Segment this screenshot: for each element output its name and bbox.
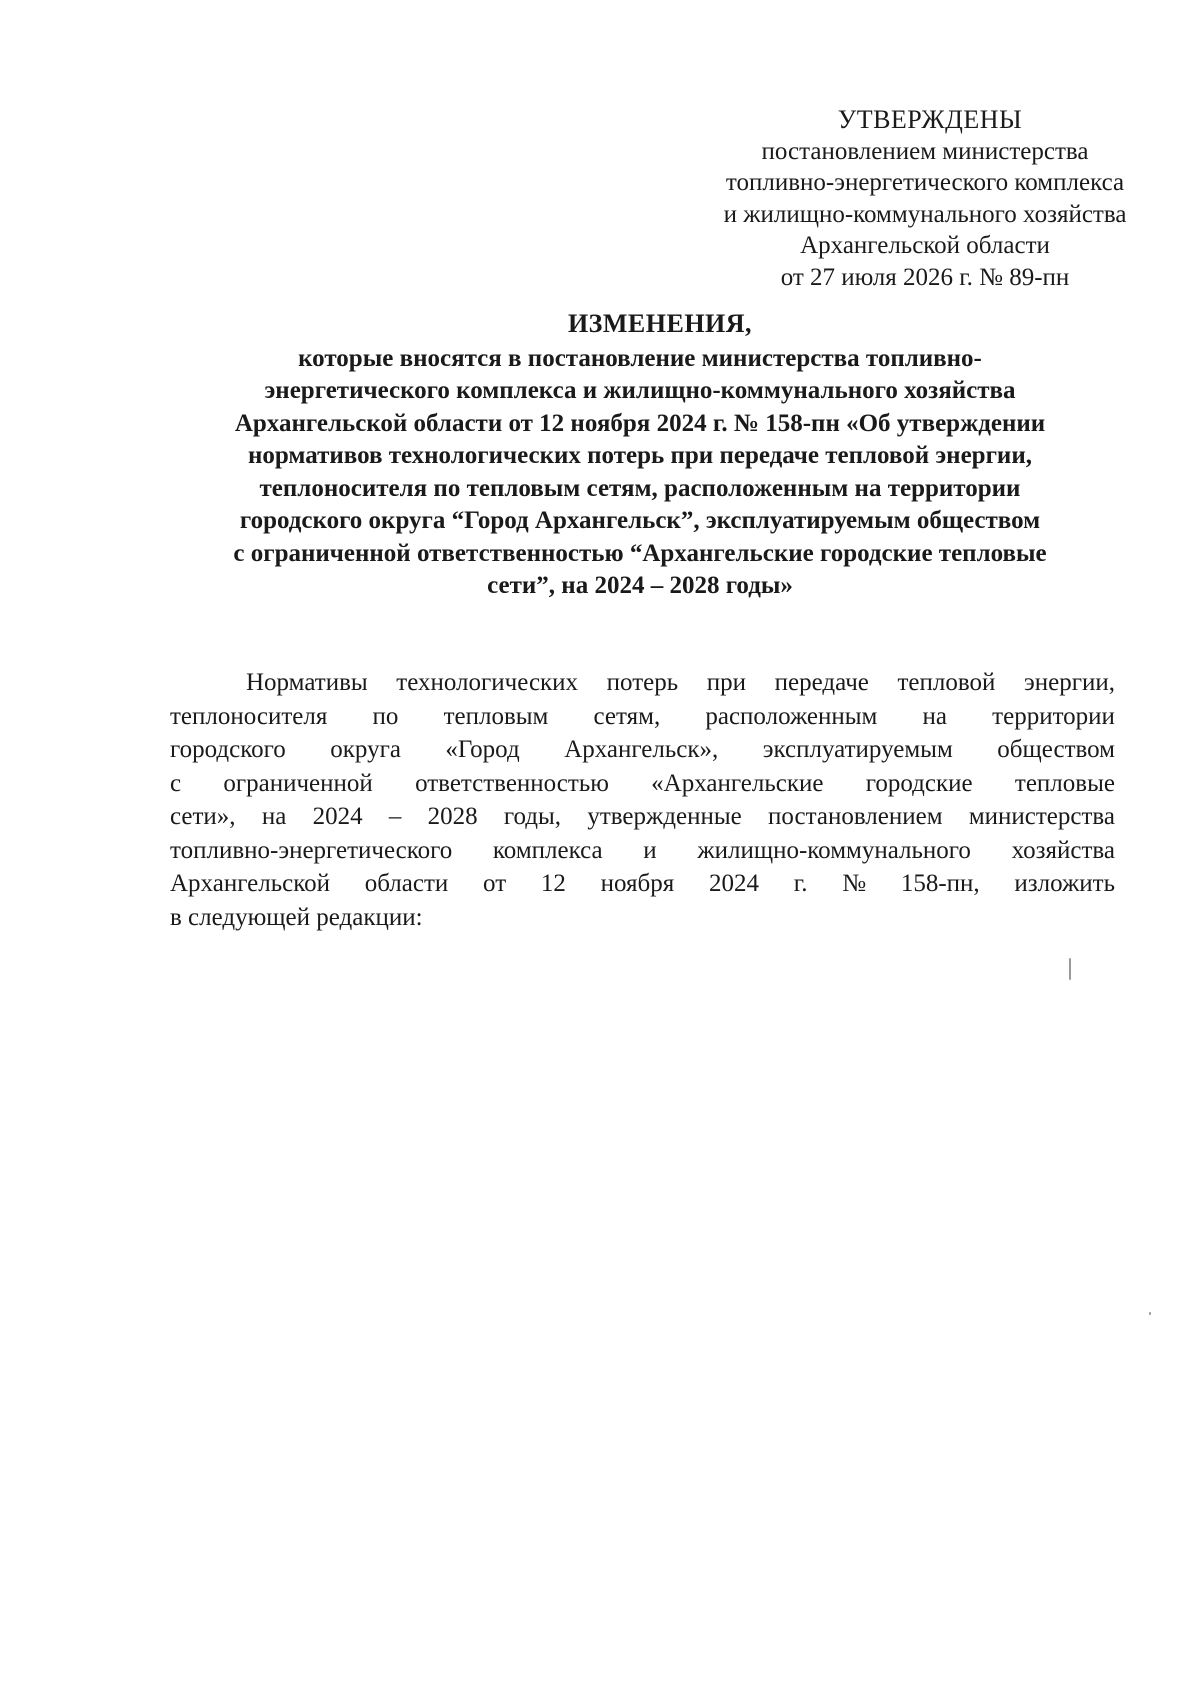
body-word: ответственностью [415, 769, 609, 797]
body-word: хозяйства [1011, 836, 1115, 864]
body-word: топливно-энергетического [170, 836, 453, 864]
body-word: жилищно-коммунального [697, 836, 971, 864]
scan-speck [1149, 1312, 1151, 1315]
body-word: сети», [170, 803, 236, 830]
body-word: 2024 [709, 870, 760, 897]
body-word: «Город [445, 736, 520, 763]
body-word: передаче [774, 669, 869, 696]
body-word: территории [992, 702, 1115, 730]
approval-block [690, 104, 1160, 293]
body-word: от [483, 870, 507, 897]
body-word: постановлением [768, 803, 943, 830]
body-word: городские [865, 769, 973, 797]
body-line [170, 834, 1115, 868]
title-line: энергетического комплекса и жилищно-коммунального хозяйства [264, 377, 1016, 404]
body-line-last: в следующей редакции: [170, 903, 423, 931]
body-word: «Архангельские [651, 769, 824, 797]
approval-line: от 27 июля 2026 г. № 89-пн [780, 263, 1070, 291]
body-word: ограниченной [223, 769, 373, 797]
body-word: тепловые [1014, 769, 1115, 797]
approval-title: УТВЕРЖДЕНЫ [837, 105, 1023, 134]
scan-speck [1069, 958, 1071, 980]
title-line: с ограниченной ответственностью “Архангельские городские тепловые [233, 539, 1047, 567]
body-word: годы, [503, 803, 562, 830]
title-line: городского округа “Город Архангельск”, эксплуатируемым обществом [239, 507, 1041, 534]
body-word: 12 [540, 870, 566, 897]
body-line [170, 800, 1115, 834]
body-word: Архангельск», [564, 736, 719, 763]
document-title [170, 308, 1110, 603]
body-word: расположенным [705, 702, 878, 730]
approval-line: постановлением министерства [761, 137, 1089, 165]
body-word: утвержденные [587, 803, 742, 830]
title-line: теплоносителя по тепловым сетям, расположенным на территории [259, 474, 1021, 502]
title-line: нормативов технологических потерь при передаче тепловой энергии, [247, 442, 1032, 469]
body-word: 2024 [312, 803, 363, 830]
body-word: министерства [968, 803, 1115, 830]
body-word: 2028 [427, 803, 478, 830]
body-word: на [922, 702, 948, 730]
body-line [170, 767, 1115, 801]
body-word: на [261, 803, 287, 830]
body-word: технологических [396, 669, 579, 696]
body-word: с [170, 769, 182, 797]
body-word: Архангельской [170, 870, 330, 897]
body-word: 158-пн, [900, 870, 980, 897]
body-word: изложить [1014, 870, 1115, 897]
body-word: при [706, 669, 747, 696]
approval-line: Архангельской области [800, 232, 1050, 259]
body-word: ноября [600, 870, 675, 897]
body-word: № [842, 870, 867, 897]
body-line [170, 666, 1115, 700]
title-heading: ИЗМЕНЕНИЯ, [567, 309, 753, 338]
body-word: энергии, [1023, 669, 1115, 696]
body-word: городского [170, 736, 286, 763]
body-word: г. [793, 870, 808, 897]
body-word: и [643, 836, 657, 864]
body-word: обществом [997, 736, 1115, 763]
body-word: эксплуатируемым [762, 736, 953, 763]
body-paragraph [170, 666, 1115, 934]
body-word: тепловой [897, 669, 996, 696]
body-word: сетям, [593, 702, 661, 730]
body-word: – [388, 803, 402, 830]
body-word: тепловым [443, 702, 549, 730]
body-word: округа [330, 736, 401, 763]
body-line [170, 700, 1115, 734]
title-line: сети”, на 2024 – 2028 годы» [487, 572, 793, 599]
body-word: Нормативы [246, 669, 368, 696]
body-line [170, 867, 1115, 901]
body-word: теплоносителя [170, 702, 328, 730]
approval-line: и жилищно-коммунального хозяйства [723, 200, 1127, 228]
body-word: потерь [606, 669, 679, 696]
body-word: комплекса [492, 836, 603, 864]
title-line: Архангельской области от 12 ноября 2024 г. № 158-пн «Об утверждении [234, 409, 1046, 437]
body-line [170, 733, 1115, 767]
body-word: по [372, 702, 399, 730]
title-line: которые вносятся в постановление министерства топливно- [298, 344, 982, 372]
approval-line: топливно-энергетического комплекса [725, 169, 1125, 196]
body-word: области [364, 870, 449, 897]
